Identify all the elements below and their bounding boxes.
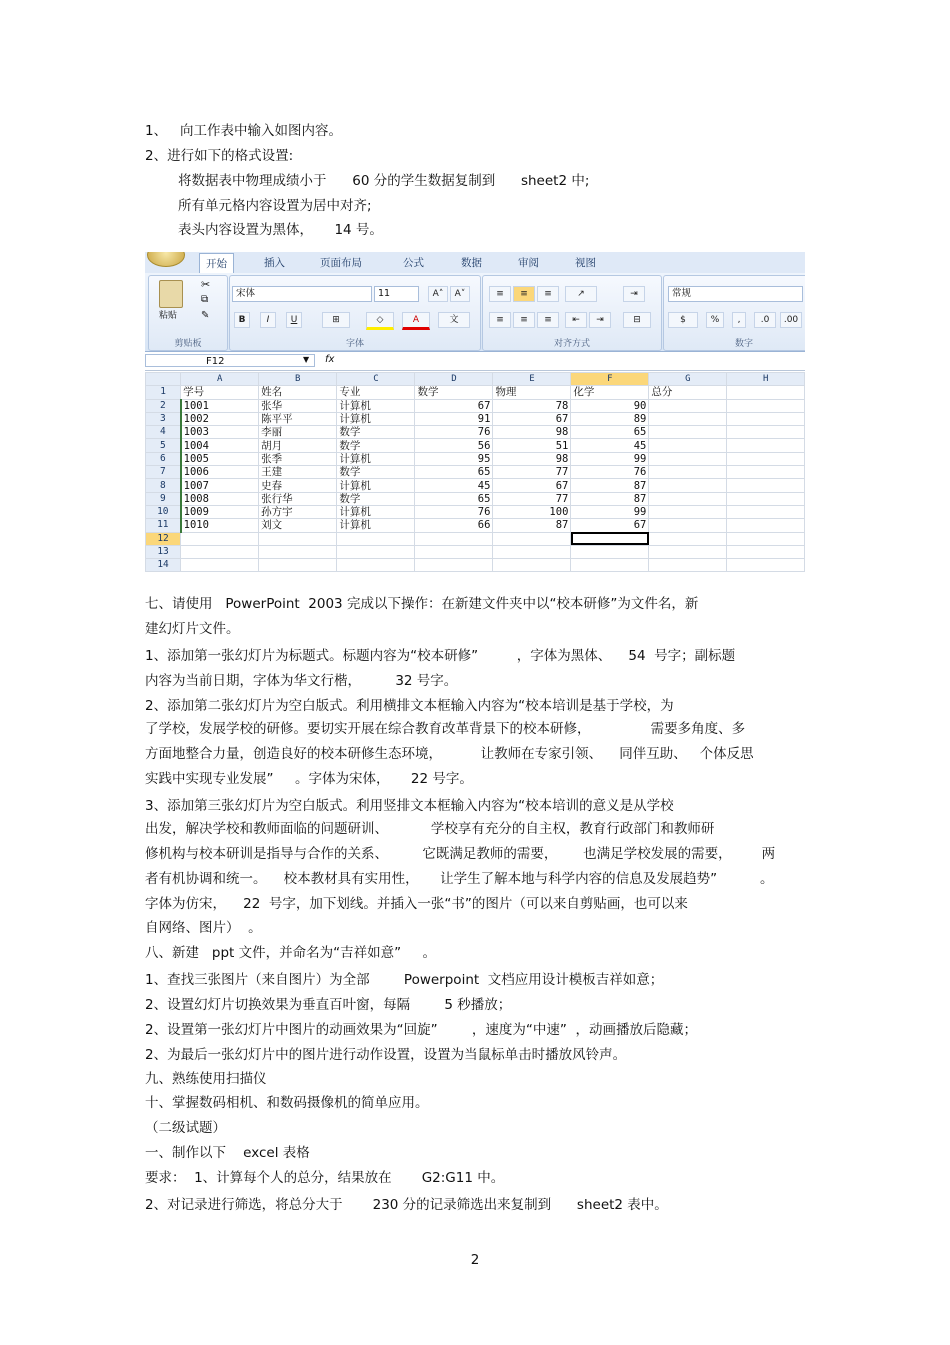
column-header[interactable]: C bbox=[337, 373, 415, 386]
fx-icon[interactable]: fx bbox=[325, 354, 335, 365]
cell[interactable] bbox=[337, 545, 415, 558]
cell[interactable]: 76 bbox=[415, 426, 493, 439]
cell[interactable]: 数学 bbox=[337, 466, 415, 479]
column-header[interactable]: G bbox=[649, 373, 727, 386]
tab-view[interactable]: 视图 bbox=[575, 257, 596, 269]
cell[interactable] bbox=[493, 532, 571, 545]
cell[interactable]: 1009 bbox=[181, 505, 259, 518]
cell[interactable]: 史春 bbox=[259, 479, 337, 492]
cell[interactable]: 65 bbox=[415, 466, 493, 479]
column-header[interactable]: A bbox=[181, 373, 259, 386]
align-right-icon[interactable]: ≡ bbox=[537, 312, 559, 328]
text-line: 将数据表中物理成绩小于 60 分的学生数据复制到 sheet2 中; bbox=[178, 173, 590, 189]
align-middle-icon[interactable]: ≡ bbox=[513, 286, 535, 302]
text-line: 自网络、图片） 。 bbox=[145, 920, 262, 936]
clipboard-group-label: 剪贴板 bbox=[174, 339, 202, 349]
column-header[interactable]: B bbox=[259, 373, 337, 386]
row-header[interactable]: 9 bbox=[146, 492, 181, 505]
tab-data[interactable]: 数据 bbox=[461, 257, 482, 269]
text-line: 修机构与校本研训是指导与合作的关系、 它既满足教师的需要， 也满足学校发展的需要， 两 bbox=[145, 846, 776, 862]
row-header[interactable]: 1 bbox=[146, 386, 181, 399]
grow-font-button[interactable]: A˄ bbox=[428, 286, 448, 302]
table-row bbox=[146, 439, 805, 452]
cell[interactable]: 计算机 bbox=[337, 412, 415, 425]
row-header[interactable]: 10 bbox=[146, 505, 181, 518]
text-line: 七、请使用 PowerPoint 2003 完成以下操作：在新建文件夹中以“校本研修”为文件名，新 bbox=[145, 596, 699, 612]
paste-label[interactable]: 粘贴 bbox=[159, 311, 178, 321]
cell[interactable]: 王建 bbox=[259, 466, 337, 479]
cell[interactable] bbox=[415, 559, 493, 572]
align-top-icon[interactable]: ≡ bbox=[489, 286, 511, 302]
text-line: 2、添加第二张幻灯片为空白版式。利用横排文本框输入内容为“校本培训是基于学校，为 bbox=[145, 698, 674, 714]
column-header-row bbox=[146, 373, 805, 386]
cell[interactable] bbox=[727, 479, 805, 492]
cell[interactable] bbox=[727, 492, 805, 505]
text-line: 实践中实现专业发展” 。字体为宋体， 22 号字。 bbox=[145, 771, 473, 787]
cell[interactable] bbox=[727, 532, 805, 545]
cell[interactable]: 刘文 bbox=[259, 519, 337, 532]
cell[interactable] bbox=[727, 545, 805, 558]
copy-icon[interactable]: ⧉ bbox=[201, 294, 209, 305]
cell[interactable]: 数学 bbox=[415, 386, 493, 399]
cell[interactable]: 张季 bbox=[259, 452, 337, 465]
wrap-text-icon[interactable]: ⇥ bbox=[623, 286, 645, 302]
office-button-icon[interactable] bbox=[147, 252, 185, 267]
cell[interactable]: 化学 bbox=[571, 386, 649, 399]
shrink-font-button[interactable]: A˅ bbox=[450, 286, 470, 302]
row-header[interactable]: 13 bbox=[146, 545, 181, 558]
cell[interactable]: 77 bbox=[493, 492, 571, 505]
table-row bbox=[146, 505, 805, 518]
cell[interactable] bbox=[181, 532, 259, 545]
cell[interactable]: 学号 bbox=[181, 386, 259, 399]
cell[interactable]: 计算机 bbox=[337, 505, 415, 518]
text-line: 八、新建 ppt 文件，并命名为“吉祥如意” 。 bbox=[145, 945, 437, 961]
cell[interactable]: 76 bbox=[415, 505, 493, 518]
cell[interactable] bbox=[571, 532, 649, 545]
cell[interactable]: 67 bbox=[571, 519, 649, 532]
text-line: 方面地整合力量，创造良好的校本研修生态环境， 让教师在专家引领、 同伴互助、 个体反思 bbox=[145, 746, 754, 762]
text-line: 2、进行如下的格式设置: bbox=[145, 148, 294, 164]
cell[interactable]: 89 bbox=[571, 412, 649, 425]
column-header[interactable]: H bbox=[727, 373, 805, 386]
cell[interactable]: 67 bbox=[415, 399, 493, 412]
cell[interactable] bbox=[649, 452, 727, 465]
cell[interactable] bbox=[571, 559, 649, 572]
cell[interactable] bbox=[727, 505, 805, 518]
cell[interactable]: 物理 bbox=[493, 386, 571, 399]
text-line: 一、制作以下 excel 表格 bbox=[145, 1145, 310, 1161]
cell[interactable]: 99 bbox=[571, 505, 649, 518]
cell[interactable]: 87 bbox=[493, 519, 571, 532]
cut-icon[interactable]: ✂ bbox=[201, 278, 211, 291]
table-row bbox=[146, 466, 805, 479]
cell[interactable] bbox=[649, 426, 727, 439]
text-line: 了学校，发展学校的研修。要切实开展在综合教育改革背景下的校本研修， 需要多角度、多 bbox=[145, 721, 746, 737]
fill-color-button[interactable]: ◇ bbox=[366, 312, 394, 330]
ribbon-tabs bbox=[145, 252, 805, 274]
cell[interactable]: 65 bbox=[415, 492, 493, 505]
accounting-format-icon[interactable]: $ bbox=[668, 312, 698, 328]
cell[interactable] bbox=[259, 532, 337, 545]
cell[interactable] bbox=[727, 426, 805, 439]
cell[interactable]: 87 bbox=[571, 492, 649, 505]
cell[interactable] bbox=[727, 559, 805, 572]
cell[interactable]: 98 bbox=[493, 452, 571, 465]
cell[interactable] bbox=[649, 466, 727, 479]
cell[interactable] bbox=[337, 532, 415, 545]
clipboard-group bbox=[148, 275, 228, 351]
text-line: 所有单元格内容设置为居中对齐; bbox=[178, 198, 372, 214]
column-header[interactable]: F bbox=[571, 373, 649, 386]
cell[interactable]: 专业 bbox=[337, 386, 415, 399]
text-line: 1、 向工作表中输入如图内容。 bbox=[145, 123, 342, 139]
cell[interactable]: 66 bbox=[415, 519, 493, 532]
cell[interactable]: 90 bbox=[571, 399, 649, 412]
number-group bbox=[663, 275, 805, 351]
cell[interactable] bbox=[181, 545, 259, 558]
cell[interactable]: 数学 bbox=[337, 426, 415, 439]
cell[interactable] bbox=[649, 412, 727, 425]
orientation-icon[interactable]: ↗ bbox=[565, 286, 597, 302]
text-line: （二级试题） bbox=[145, 1120, 226, 1136]
text-line: 表头内容设置为黑体， 14 号。 bbox=[178, 222, 383, 238]
comma-style-icon[interactable]: , bbox=[732, 312, 746, 328]
cell[interactable] bbox=[649, 545, 727, 558]
cell[interactable] bbox=[259, 545, 337, 558]
cell[interactable] bbox=[415, 532, 493, 545]
cell[interactable]: 数学 bbox=[337, 492, 415, 505]
align-center-icon[interactable]: ≡ bbox=[513, 312, 535, 328]
cell[interactable]: 1002 bbox=[181, 412, 259, 425]
cell[interactable]: 99 bbox=[571, 452, 649, 465]
text-line: 者有机协调和统一。 校本教材具有实用性， 让学生了解本地与科学内容的信息及发展趋势” 。 bbox=[145, 871, 774, 887]
page-number: 2 bbox=[470, 1252, 480, 1268]
tab-page-layout[interactable]: 页面布局 bbox=[320, 257, 362, 269]
cell[interactable] bbox=[649, 532, 727, 545]
text-line: 2、对记录进行筛选，将总分大于 230 分的记录筛选出来复制到 sheet2 表中。 bbox=[145, 1197, 668, 1213]
cell[interactable] bbox=[649, 399, 727, 412]
cell[interactable]: 67 bbox=[493, 479, 571, 492]
text-line: 十、掌握数码相机、和数码摄像机的简单应用。 bbox=[145, 1095, 429, 1111]
text-line: 2、设置幻灯片切换效果为垂直百叶窗，每隔 5 秒播放； bbox=[145, 997, 512, 1013]
table-row bbox=[146, 399, 805, 412]
font-group-label: 字体 bbox=[345, 339, 364, 349]
table-row bbox=[146, 386, 805, 399]
row-header[interactable]: 3 bbox=[146, 412, 181, 425]
row-header[interactable]: 12 bbox=[146, 532, 181, 545]
table-row bbox=[146, 479, 805, 492]
tab-formulas[interactable]: 公式 bbox=[403, 257, 424, 269]
cell[interactable] bbox=[649, 439, 727, 452]
text-line: 出发，解决学校和教师面临的问题研训、 学校享有充分的自主权，教育行政部门和教师研 bbox=[145, 821, 715, 837]
decrease-indent-icon[interactable]: ⇤ bbox=[565, 312, 587, 328]
text-line: 内容为当前日期，字体为华文行楷， 32 号字。 bbox=[145, 673, 458, 689]
cell[interactable]: 100 bbox=[493, 505, 571, 518]
text-line: 1、添加第一张幻灯片为标题式。标题内容为“校本研修” ，字体为黑体、 54 号字；副标题 bbox=[145, 648, 736, 664]
font-size-combo[interactable]: 11 bbox=[374, 286, 419, 302]
cell[interactable]: 91 bbox=[415, 412, 493, 425]
increase-decimal-icon[interactable]: .0 bbox=[754, 312, 776, 328]
table-row bbox=[146, 426, 805, 439]
increase-indent-icon[interactable]: ⇥ bbox=[589, 312, 611, 328]
cell[interactable]: 姓名 bbox=[259, 386, 337, 399]
cell[interactable]: 51 bbox=[493, 439, 571, 452]
format-painter-icon[interactable]: ✎ bbox=[201, 310, 210, 321]
cell[interactable]: 张行华 bbox=[259, 492, 337, 505]
text-line: 2、为最后一张幻灯片中的图片进行动作设置，设置为当鼠标单击时播放风铃声。 bbox=[145, 1047, 627, 1063]
text-line: 字体为仿宋， 22 号字，加下划线。并插入一张“书”的图片（可以来自剪贴画，也可以来 bbox=[145, 896, 688, 912]
phonetic-button[interactable]: 文 bbox=[438, 312, 470, 328]
align-bottom-icon[interactable]: ≡ bbox=[537, 286, 559, 302]
cell[interactable]: 计算机 bbox=[337, 479, 415, 492]
cell[interactable] bbox=[727, 439, 805, 452]
merge-center-icon[interactable]: ⊟ bbox=[623, 312, 651, 328]
font-group bbox=[229, 275, 481, 351]
cell[interactable] bbox=[649, 492, 727, 505]
table-row bbox=[146, 559, 805, 572]
cell[interactable]: 56 bbox=[415, 439, 493, 452]
text-line: 要求： 1、计算每个人的总分，结果放在 G2:G11 中。 bbox=[145, 1170, 505, 1186]
percent-style-icon[interactable]: % bbox=[706, 312, 724, 328]
row-header[interactable]: 4 bbox=[146, 426, 181, 439]
cell[interactable]: 45 bbox=[571, 439, 649, 452]
font-color-button[interactable]: A bbox=[402, 312, 430, 330]
cell[interactable]: 67 bbox=[493, 412, 571, 425]
borders-button[interactable]: ⊞ bbox=[322, 312, 350, 328]
excel-screenshot bbox=[145, 252, 805, 578]
cell[interactable]: 77 bbox=[493, 466, 571, 479]
cell[interactable]: 45 bbox=[415, 479, 493, 492]
cell[interactable] bbox=[259, 559, 337, 572]
text-line: 建幻灯片文件。 bbox=[145, 621, 240, 637]
cell[interactable]: 95 bbox=[415, 452, 493, 465]
ribbon bbox=[145, 273, 805, 352]
cell[interactable] bbox=[493, 545, 571, 558]
cell[interactable] bbox=[727, 386, 805, 399]
table-row bbox=[146, 492, 805, 505]
cell[interactable]: 65 bbox=[571, 426, 649, 439]
row-header[interactable]: 5 bbox=[146, 439, 181, 452]
cell[interactable]: 数学 bbox=[337, 439, 415, 452]
font-name-combo[interactable]: 宋体 bbox=[232, 286, 372, 302]
cell[interactable]: 计算机 bbox=[337, 399, 415, 412]
column-header[interactable]: D bbox=[415, 373, 493, 386]
cell[interactable]: 78 bbox=[493, 399, 571, 412]
cell[interactable] bbox=[415, 545, 493, 558]
text-line: 九、熟练使用扫描仪 bbox=[145, 1071, 267, 1087]
paste-icon[interactable] bbox=[159, 280, 183, 308]
table-row bbox=[146, 519, 805, 532]
align-left-icon[interactable]: ≡ bbox=[489, 312, 511, 328]
column-header[interactable]: E bbox=[493, 373, 571, 386]
cell[interactable]: 李丽 bbox=[259, 426, 337, 439]
cell[interactable]: 胡月 bbox=[259, 439, 337, 452]
cell[interactable] bbox=[727, 452, 805, 465]
spreadsheet-grid bbox=[145, 372, 805, 572]
number-group-label: 数字 bbox=[734, 339, 753, 349]
text-line: 1、查找三张图片（来自图片）为全部 Powerpoint 文档应用设计模板吉祥如意； bbox=[145, 972, 664, 988]
formula-bar bbox=[145, 352, 805, 371]
cell[interactable] bbox=[727, 466, 805, 479]
row-header[interactable]: 2 bbox=[146, 399, 181, 412]
cell[interactable] bbox=[181, 559, 259, 572]
row-header[interactable]: 11 bbox=[146, 519, 181, 532]
row-header[interactable]: 8 bbox=[146, 479, 181, 492]
row-header[interactable]: 7 bbox=[146, 466, 181, 479]
cell[interactable]: 计算机 bbox=[337, 519, 415, 532]
row-header[interactable]: 14 bbox=[146, 559, 181, 572]
cell[interactable]: 总分 bbox=[649, 386, 727, 399]
bold-button[interactable]: B bbox=[234, 312, 250, 328]
select-all-corner[interactable] bbox=[146, 373, 181, 386]
cell[interactable]: 1007 bbox=[181, 479, 259, 492]
cell[interactable]: 1003 bbox=[181, 426, 259, 439]
cell[interactable]: 孙方宇 bbox=[259, 505, 337, 518]
cell[interactable]: 1004 bbox=[181, 439, 259, 452]
table-row bbox=[146, 452, 805, 465]
alignment-group bbox=[482, 275, 662, 351]
cell[interactable] bbox=[649, 519, 727, 532]
table-row bbox=[146, 545, 805, 558]
cell[interactable] bbox=[649, 505, 727, 518]
cell[interactable]: 1001 bbox=[181, 399, 259, 412]
table-row bbox=[146, 412, 805, 425]
underline-button[interactable]: U bbox=[286, 312, 302, 328]
italic-button[interactable]: I bbox=[260, 312, 276, 328]
table-row bbox=[146, 532, 805, 545]
tab-home[interactable]: 开始 bbox=[199, 253, 234, 274]
cell[interactable]: 98 bbox=[493, 426, 571, 439]
text-line: 3、添加第三张幻灯片为空白版式。利用竖排文本框输入内容为“校本培训的意义是从学校 bbox=[145, 798, 674, 814]
cell[interactable]: 张华 bbox=[259, 399, 337, 412]
cell[interactable] bbox=[571, 545, 649, 558]
decrease-decimal-icon[interactable]: .00 bbox=[780, 312, 802, 328]
cell[interactable] bbox=[727, 519, 805, 532]
cell[interactable] bbox=[727, 412, 805, 425]
tab-review[interactable]: 审阅 bbox=[518, 257, 539, 269]
cell[interactable]: 1008 bbox=[181, 492, 259, 505]
cell[interactable] bbox=[649, 559, 727, 572]
cell[interactable]: 1006 bbox=[181, 466, 259, 479]
cell[interactable]: 76 bbox=[571, 466, 649, 479]
cell[interactable] bbox=[727, 399, 805, 412]
cell[interactable]: 陈平平 bbox=[259, 412, 337, 425]
tab-insert[interactable]: 插入 bbox=[264, 257, 285, 269]
cell[interactable] bbox=[649, 479, 727, 492]
cell[interactable] bbox=[493, 559, 571, 572]
number-format-combo[interactable]: 常规 bbox=[668, 286, 803, 302]
text-line: 2、设置第一张幻灯片中图片的动画效果为“回旋” ，速度为“中速” ，动画播放后隐藏； bbox=[145, 1022, 697, 1038]
cell[interactable]: 1005 bbox=[181, 452, 259, 465]
cell[interactable]: 87 bbox=[571, 479, 649, 492]
cell[interactable] bbox=[337, 559, 415, 572]
row-header[interactable]: 6 bbox=[146, 452, 181, 465]
cell[interactable]: 1010 bbox=[181, 519, 259, 532]
alignment-group-label: 对齐方式 bbox=[553, 339, 590, 349]
name-box[interactable]: F12 bbox=[145, 354, 315, 367]
name-box-dropdown-icon[interactable]: ▼ bbox=[303, 355, 310, 364]
cell[interactable]: 计算机 bbox=[337, 452, 415, 465]
